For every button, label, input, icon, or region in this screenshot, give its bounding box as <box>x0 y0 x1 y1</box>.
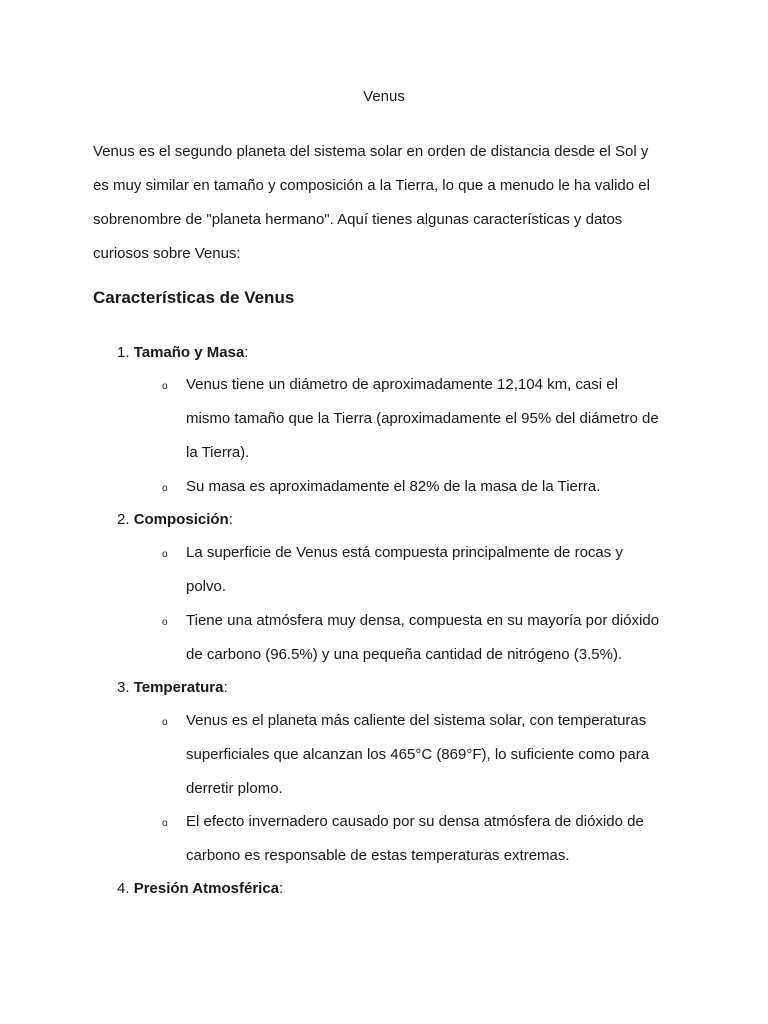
intro-line: curiosos sobre Venus: <box>93 245 241 262</box>
item-colon: : <box>279 880 284 897</box>
item-number: 1. <box>117 344 130 361</box>
bullet-line: la Tierra). <box>186 444 250 461</box>
list-item-composition <box>117 510 233 530</box>
document-title: Venus <box>363 88 405 105</box>
list-item-size-mass <box>117 343 248 363</box>
section-heading: Características de Venus <box>93 288 295 307</box>
bullet-line: La superficie de Venus está compuesta principalmente de rocas y <box>186 544 623 561</box>
item-label: Tamaño y Masa <box>133 344 245 361</box>
bullet-line: Tiene una atmósfera muy densa, compuesta en su mayoría por dióxido <box>186 612 660 629</box>
item-colon: : <box>228 511 233 528</box>
intro-line: es muy similar en tamaño y composición a la Tierra, lo que a menudo le ha valido el <box>93 177 650 194</box>
bullet-marker: o <box>162 818 168 829</box>
list-item-atmospheric-pressure <box>117 879 283 899</box>
bullet-line: polvo. <box>186 578 227 595</box>
bullet-line: Venus tiene un diámetro de aproximadamente 12,104 km, casi el <box>186 376 618 393</box>
bullet-marker: o <box>162 717 168 728</box>
bullet-marker: o <box>162 381 168 392</box>
item-label: Temperatura <box>133 679 224 696</box>
intro-line: Venus es el segundo planeta del sistema solar en orden de distancia desde el Sol y <box>93 143 649 160</box>
bullet-marker: o <box>162 617 168 628</box>
bullet-line: carbono es responsable de estas temperaturas extremas. <box>186 847 570 864</box>
bullet-line: de carbono (96.5%) y una pequeña cantidad de nitrógeno (3.5%). <box>186 646 623 663</box>
list-item-temperature <box>117 678 228 698</box>
intro-paragraph <box>93 135 693 271</box>
item-colon: : <box>244 344 249 361</box>
item-label: Presión Atmosférica <box>133 880 280 897</box>
item-number: 3. <box>117 679 130 696</box>
bullet-line: Venus es el planeta más caliente del sistema solar, con temperaturas <box>186 712 647 729</box>
bullet-line: Su masa es aproximadamente el 82% de la masa de la Tierra. <box>186 478 601 495</box>
item-number: 2. <box>117 511 130 528</box>
bullet-marker: o <box>162 483 168 494</box>
bullet-line: superficiales que alcanzan los 465°C (869°F), lo suficiente como para <box>186 746 650 763</box>
bullet-line: mismo tamaño que la Tierra (aproximadamente el 95% del diámetro de <box>186 410 659 427</box>
bullet-line: El efecto invernadero causado por su densa atmósfera de dióxido de <box>186 813 644 830</box>
item-label: Composición <box>133 511 229 528</box>
item-colon: : <box>223 679 228 696</box>
intro-line: sobrenombre de "planeta hermano". Aquí tienes algunas características y datos <box>93 211 623 228</box>
bullet-marker: o <box>162 549 168 560</box>
item-number: 4. <box>117 880 130 897</box>
bullet-line: derretir plomo. <box>186 780 283 797</box>
